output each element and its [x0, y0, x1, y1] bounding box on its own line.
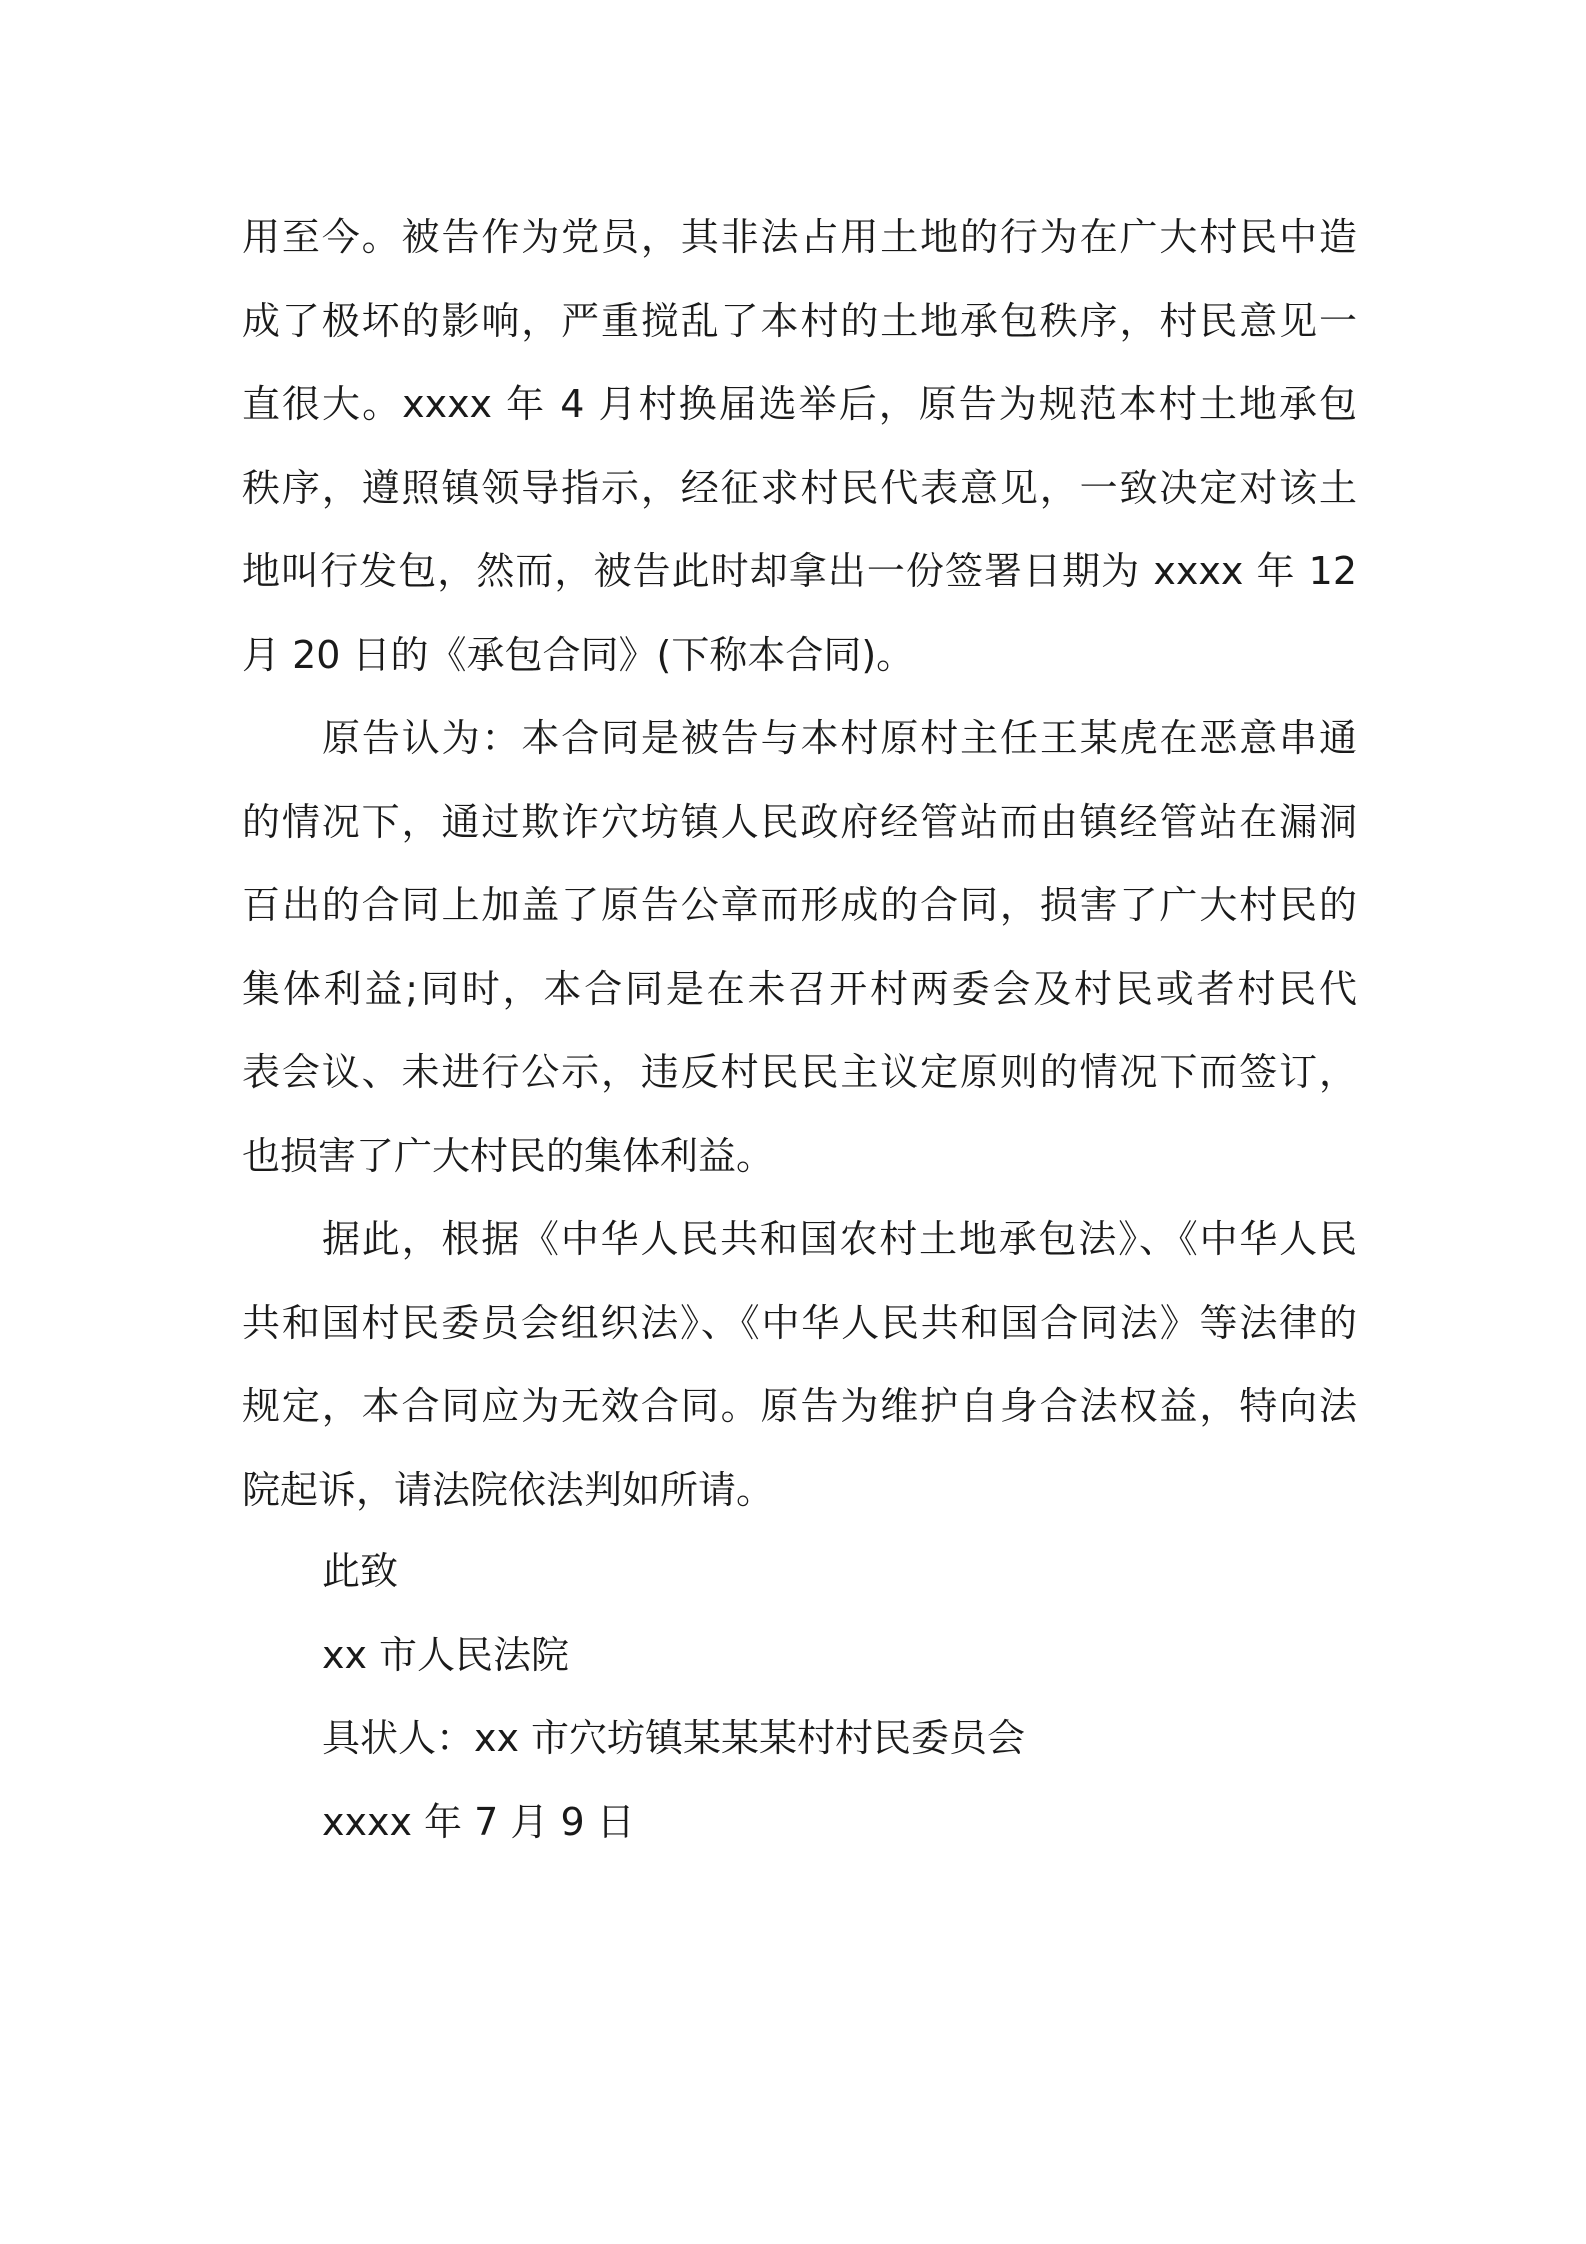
- paragraph-1-line-3: 直很大。xxxx 年 4 月村换届选举后，原告为规范本村土地承包: [242, 382, 1357, 426]
- paragraph-1-line-6: 月 20 日的《承包合同》(下称本合同)。: [242, 632, 915, 677]
- salutation: 此致: [322, 1549, 399, 1593]
- paragraph-1-line-2: 成了极坏的影响，严重搅乱了本村的土地承包秩序，村民意见一: [242, 298, 1357, 343]
- paragraph-3-line-3: 规定，本合同应为无效合同。原告为维护自身合法权益，特向法: [242, 1384, 1357, 1428]
- paragraph-3-line-4: 院起诉，请法院依法判如所请。: [242, 1467, 775, 1512]
- paragraph-2-line-4: 集体利益;同时，本合同是在未召开村两委会及村民或者村民代: [242, 966, 1357, 1011]
- closing-block: [322, 1530, 1222, 1864]
- court-name: xx 市人民法院: [322, 1632, 570, 1677]
- plaintiff-signature: 具状人：xx 市穴坊镇某某某村村民委员会: [322, 1716, 1026, 1760]
- paragraph-2-line-3: 百出的合同上加盖了原告公章而形成的合同，损害了广大村民的: [242, 883, 1357, 927]
- paragraph-2-line-5: 表会议、未进行公示，违反村民民主议定原则的情况下而签订，: [242, 1050, 1357, 1094]
- body-text: [242, 196, 1357, 1532]
- paragraph-1-line-5: 地叫行发包，然而，被告此时却拿出一份签署日期为 xxxx 年 12: [242, 549, 1357, 593]
- paragraph-2-line-1: 原告认为：本合同是被告与本村原村主任王某虎在恶意串通: [322, 716, 1357, 760]
- paragraph-1-line-4: 秩序，遵照镇领导指示，经征求村民代表意见，一致决定对该土: [242, 465, 1357, 510]
- paragraph-2-line-2: 的情况下，通过欺诈穴坊镇人民政府经管站而由镇经管站在漏洞: [242, 799, 1357, 844]
- paragraph-3-line-1: 据此，根据《中华人民共和国农村土地承包法》、《中华人民: [322, 1217, 1357, 1261]
- filing-date: xxxx 年 7 月 9 日: [322, 1799, 635, 1844]
- paragraph-2-line-6: 也损害了广大村民的集体利益。: [242, 1133, 775, 1178]
- paragraph-3-line-2: 共和国村民委员会组织法》、《中华人民共和国合同法》等法律的: [242, 1300, 1357, 1345]
- paragraph-1-line-1: 用至今。被告作为党员，其非法占用土地的行为在广大村民中造: [242, 215, 1357, 259]
